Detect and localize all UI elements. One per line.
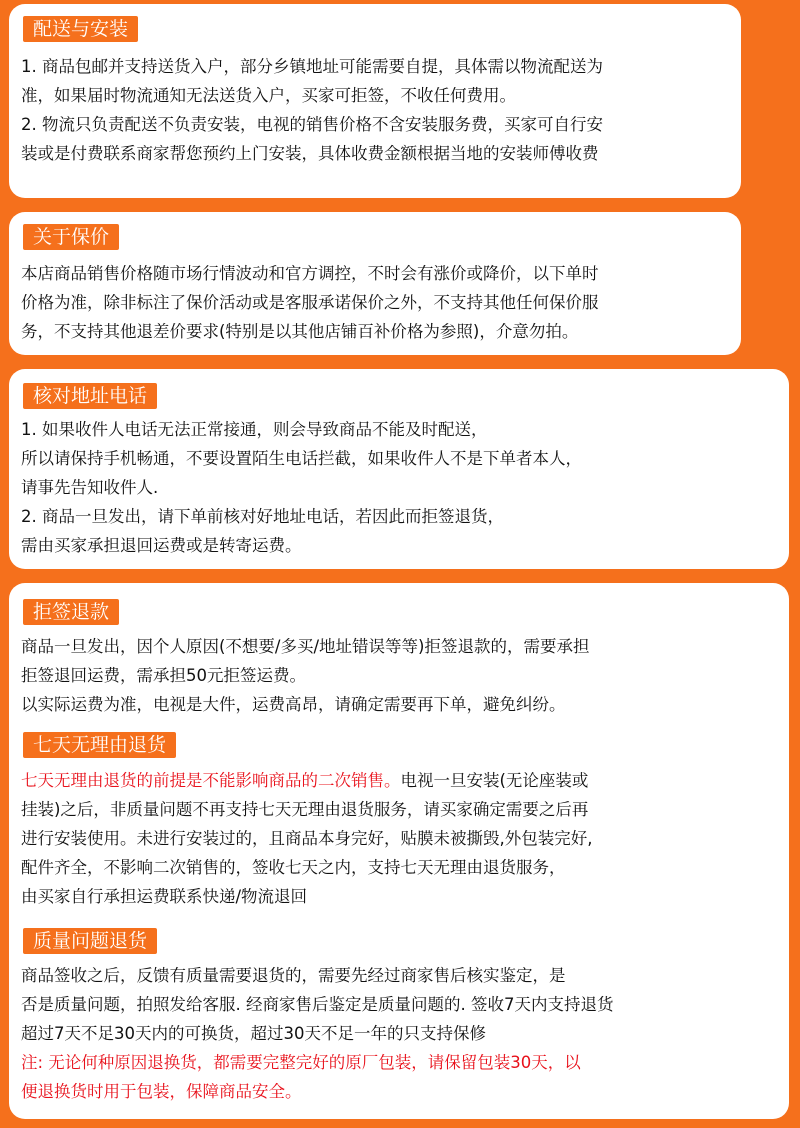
section-body-refuse-refund xyxy=(21,632,590,719)
text-line: 拒签退回运费，需承担50元拒签运费。 xyxy=(21,666,306,685)
section-body-quality-return xyxy=(21,961,613,1106)
text-line: 请事先告知收件人. xyxy=(21,478,159,497)
text-line: 本店商品销售价格随市场行情波动和官方调控，不时会有涨价或降价，以下单时 xyxy=(21,264,599,283)
text-line: 需由买家承担退回运费或是转寄运费。 xyxy=(21,536,302,555)
text-line: 2. 商品一旦发出，请下单前核对好地址电话，若因此而拒签退货， xyxy=(21,507,504,526)
section-card-verify-address xyxy=(9,369,789,569)
section-body-price-protection xyxy=(21,259,599,346)
section-title-price-protection: 关于保价 xyxy=(23,224,119,250)
section-card-delivery xyxy=(9,4,741,198)
text-line: 商品一旦发出，因个人原因(不想要/多买/地址错误等等)拒签退款的，需要承担 xyxy=(21,637,590,656)
section-title-refuse-refund: 拒签退款 xyxy=(23,599,119,625)
text-line: 1. 商品包邮并支持送货入户，部分乡镇地址可能需要自提，具体需以物流配送为 xyxy=(21,57,603,76)
highlight-text: 七天无理由退货的前提是不能影响商品的二次销售。 xyxy=(21,771,401,790)
section-title-quality-return: 质量问题退货 xyxy=(23,928,157,954)
text-line: 超过7天不足30天内的可换货，超过30天不足一年的只支持保修 xyxy=(21,1024,486,1043)
text-line: 务，不支持其他退差价要求(特别是以其他店铺百补价格为参照)，介意勿拍。 xyxy=(21,322,579,341)
text-line: 配件齐全，不影响二次销售的，签收七天之内，支持七天无理由退货服务， xyxy=(21,858,566,877)
section-title-delivery: 配送与安装 xyxy=(23,16,138,42)
text-line: 所以请保持手机畅通，不要设置陌生电话拦截，如果收件人不是下单者本人， xyxy=(21,449,582,468)
text-line: 商品签收之后，反馈有质量需要退货的，需要先经过商家售后核实鉴定，是 xyxy=(21,966,566,985)
text-line: 由买家自行承担运费联系快递/物流退回 xyxy=(21,887,308,906)
text-line: 2. 物流只负责配送不负责安装，电视的销售价格不含安装服务费，买家可自行安 xyxy=(21,115,603,134)
text-line: 1. 如果收件人电话无法正常接通，则会导致商品不能及时配送， xyxy=(21,420,488,439)
section-body-seven-day-return xyxy=(21,766,593,911)
section-card-returns xyxy=(9,583,789,1119)
text-line: 价格为准，除非标注了保价活动或是客服承诺保价之外，不支持其他任何保价服 xyxy=(21,293,599,312)
text-line xyxy=(21,766,593,795)
section-body-delivery xyxy=(21,52,603,168)
text-line: 进行安装使用。未进行安装过的，且商品本身完好，贴膜未被撕毁,外包装完好, xyxy=(21,829,593,848)
section-card-price-protection xyxy=(9,212,741,355)
text-line: 否是质量问题，拍照发给客服. 经商家售后鉴定是质量问题的. 签收7天内支持退货 xyxy=(21,995,614,1014)
note-line: 便退换货时用于包装，保障商品安全。 xyxy=(21,1082,302,1101)
text-line: 装或是付费联系商家帮您预约上门安装，具体收费金额根据当地的安装师傅收费 xyxy=(21,144,599,163)
section-title-seven-day-return: 七天无理由退货 xyxy=(23,732,176,758)
section-body-verify-address xyxy=(21,415,582,560)
section-title-verify-address: 核对地址电话 xyxy=(23,383,157,409)
text-line: 准，如果届时物流通知无法送货入户，买家可拒签，不收任何费用。 xyxy=(21,86,516,105)
text-line: 以实际运费为准，电视是大件，运费高昂，请确定需要再下单，避免纠纷。 xyxy=(21,695,566,714)
text-segment: 电视一旦安装(无论座装或 xyxy=(400,771,589,790)
text-line: 挂装)之后，非质量问题不再支持七天无理由退货服务，请买家确定需要之后再 xyxy=(21,800,589,819)
note-line: 注: 无论何种原因退换货，都需要完整完好的原厂包装，请保留包装30天，以 xyxy=(21,1053,581,1072)
